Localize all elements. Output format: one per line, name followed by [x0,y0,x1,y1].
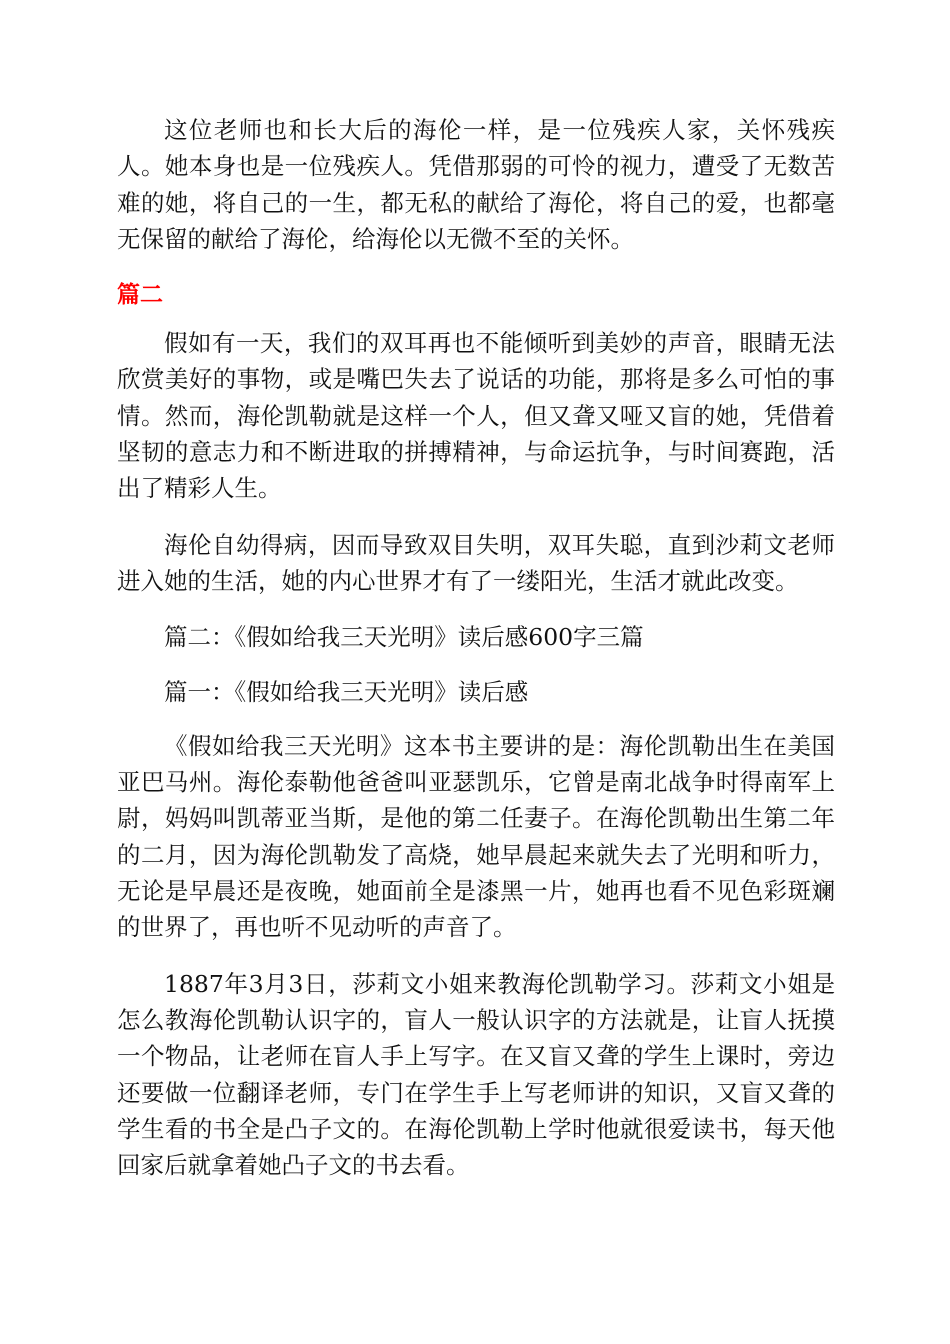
paragraph-book-summary: 《假如给我三天光明》这本书主要讲的是：海伦凯勒出生在美国亚巴马州。海伦泰勒他爸爸叫亚瑟凯乐，它曾是南北战争时得南军上尉，妈妈叫凯蒂亚当斯，是他的第二任妻子。在海伦凯勒出生第二年的二月，因为海伦凯勒发了高烧，她早晨起来就失去了光明和听力，无论是早晨还是夜晚，她面前全是漆黑一片，她再也看不见色彩斑斓的世界了，再也听不见动听的声音了。 [117,731,835,942]
subtitle-line-part-one: 篇一：《假如给我三天光明》读后感 [164,677,529,706]
paragraph-childhood-illness: 海伦自幼得病，因而导致双目失明，双耳失聪，直到沙莉文老师进入她的生活，她的内心世界才有了一缕阳光，生活才就此改变。 [117,530,835,595]
paragraph-sullivan-teaching: 1887年3月3日，莎莉文小姐来教海伦凯勒学习。莎莉文小姐是怎么教海伦凯勒认识字的，盲人一般认识字的方法就是，让盲人抚摸一个物品，让老师在盲人手上写字。在又盲又聋的学生上课时，旁边还要做一位翻译老师，专门在学生手上写老师讲的知识，又盲又聋的学生看的书全是凸子文的。在海伦凯勒上学时他就很爱读书，每天他回家后就拿着她凸子文的书去看。 [117,969,835,1180]
document-body [117,112,835,1203]
section-heading-part-two: 篇二 [117,282,163,309]
subtitle-line-essay-collection: 篇二：《假如给我三天光明》读后感600字三篇 [164,623,644,652]
paragraph-teacher: 这位老师也和长大后的海伦一样，是一位残疾人家，关怀残疾人。她本身也是一位残疾人。凭借那弱的可怜的视力，遭受了无数苦难的她，将自己的一生，都无私的献给了海伦，将自己的爱，也都毫无保留的献给了海伦，给海伦以无微不至的关怀。 [117,116,835,253]
paragraph-if-one-day: 假如有一天，我们的双耳再也不能倾听到美妙的声音，眼睛无法欣赏美好的事物，或是嘴巴失去了说话的功能，那将是多么可怕的事情。然而，海伦凯勒就是这样一个人，但又聋又哑又盲的她，凭借着坚韧的意志力和不断进取的拼搏精神，与命运抗争，与时间赛跑，活出了精彩人生。 [117,329,835,503]
